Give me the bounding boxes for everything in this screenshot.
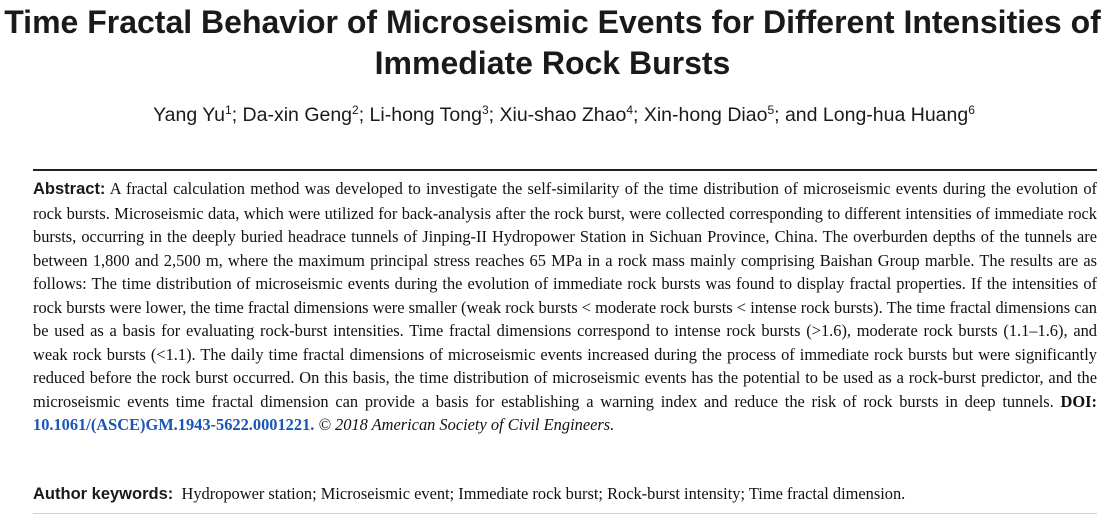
- keywords-block: [33, 482, 1097, 506]
- author-affiliation-mark: 1: [225, 103, 232, 117]
- author-separator: ;: [358, 104, 370, 126]
- author-affiliation-mark: 4: [626, 103, 633, 117]
- abstract-label: Abstract:: [33, 180, 106, 198]
- author-name: Xin-hong Diao: [643, 104, 768, 126]
- author-separator: ;: [488, 104, 500, 126]
- copyright-notice: © 2018 American Society of Civil Engineers.: [318, 415, 615, 434]
- keywords-text: Hydropower station; Microseismic event; Immediate rock burst; Rock-burst intensity; Time fractal dimension.: [181, 484, 906, 503]
- author-affiliation-mark: 2: [352, 103, 359, 117]
- paper-title: Time Fractal Behavior of Microseismic Events for Different Intensities of Immediate Rock Bursts: [4, 4, 1101, 81]
- author-separator: ; and: [774, 104, 823, 126]
- author-list: [0, 103, 1105, 127]
- author-affiliation-mark: 3: [481, 103, 489, 117]
- author-name: Long-hua Huang: [822, 104, 969, 126]
- top-divider: [33, 169, 1097, 171]
- keywords-label: Author keywords:: [33, 485, 174, 503]
- bottom-divider: [33, 513, 1097, 514]
- author-name: Yang Yu: [153, 104, 226, 126]
- abstract-text: A fractal calculation method was developed to investigate the self-similarity of the time distribution of microseismic events during the evolution of rock bursts. Microseismic data, which were utilized for back-analysis after the rock burst, were collected corresponding to different intensities of immediate rock bursts, occurring in the deeply buried headrace tunnels of Jinping-II Hydropower Station in Sichuan Province, China. The overburden depths of the tunnels are between 1,800 and 2,500 m, where the maximum principal stress reaches 65 MPa in a rock mass mainly comprising Baishan Group marble. The results are as follows: The time distribution of microseismic events during the evolution of immediate rock bursts was found to display fractal properties. If the intensities of rock bursts were lower, the time fractal dimensions were smaller (weak rock bursts < moderate rock bursts < intense rock bursts). The time fractal dimensions can be used as a basis for evaluating rock-burst intensities. Time fractal dimensions correspond to intense rock bursts (>1.6), moderate rock bursts (1.1–1.6), and weak rock bursts (<1.1). The daily time fractal dimensions of microseismic events increased during the process of immediate rock bursts but were significantly reduced before the rock burst occurred. On this basis, the time distribution of microseismic events has the potential to be used as a rock-burst predictor, and the microseismic events time fractal dimension can provide a basis for establishing a warning index and reduce the risk of rock bursts in deep tunnels.: [33, 179, 1097, 411]
- author-name: Da-xin Geng: [242, 104, 353, 126]
- author-affiliation-mark: 6: [968, 103, 975, 117]
- abstract-block: [33, 177, 1097, 437]
- author-separator: ;: [633, 104, 644, 126]
- author-separator: ;: [231, 104, 243, 126]
- author-name: Li-hong Tong: [369, 104, 482, 126]
- doi-label: DOI:: [1060, 391, 1097, 411]
- author-name: Xiu-shao Zhao: [499, 104, 627, 126]
- doi-link[interactable]: 10.1061/(ASCE)GM.1943-5622.0001221.: [33, 415, 315, 434]
- author-affiliation-mark: 5: [767, 103, 775, 117]
